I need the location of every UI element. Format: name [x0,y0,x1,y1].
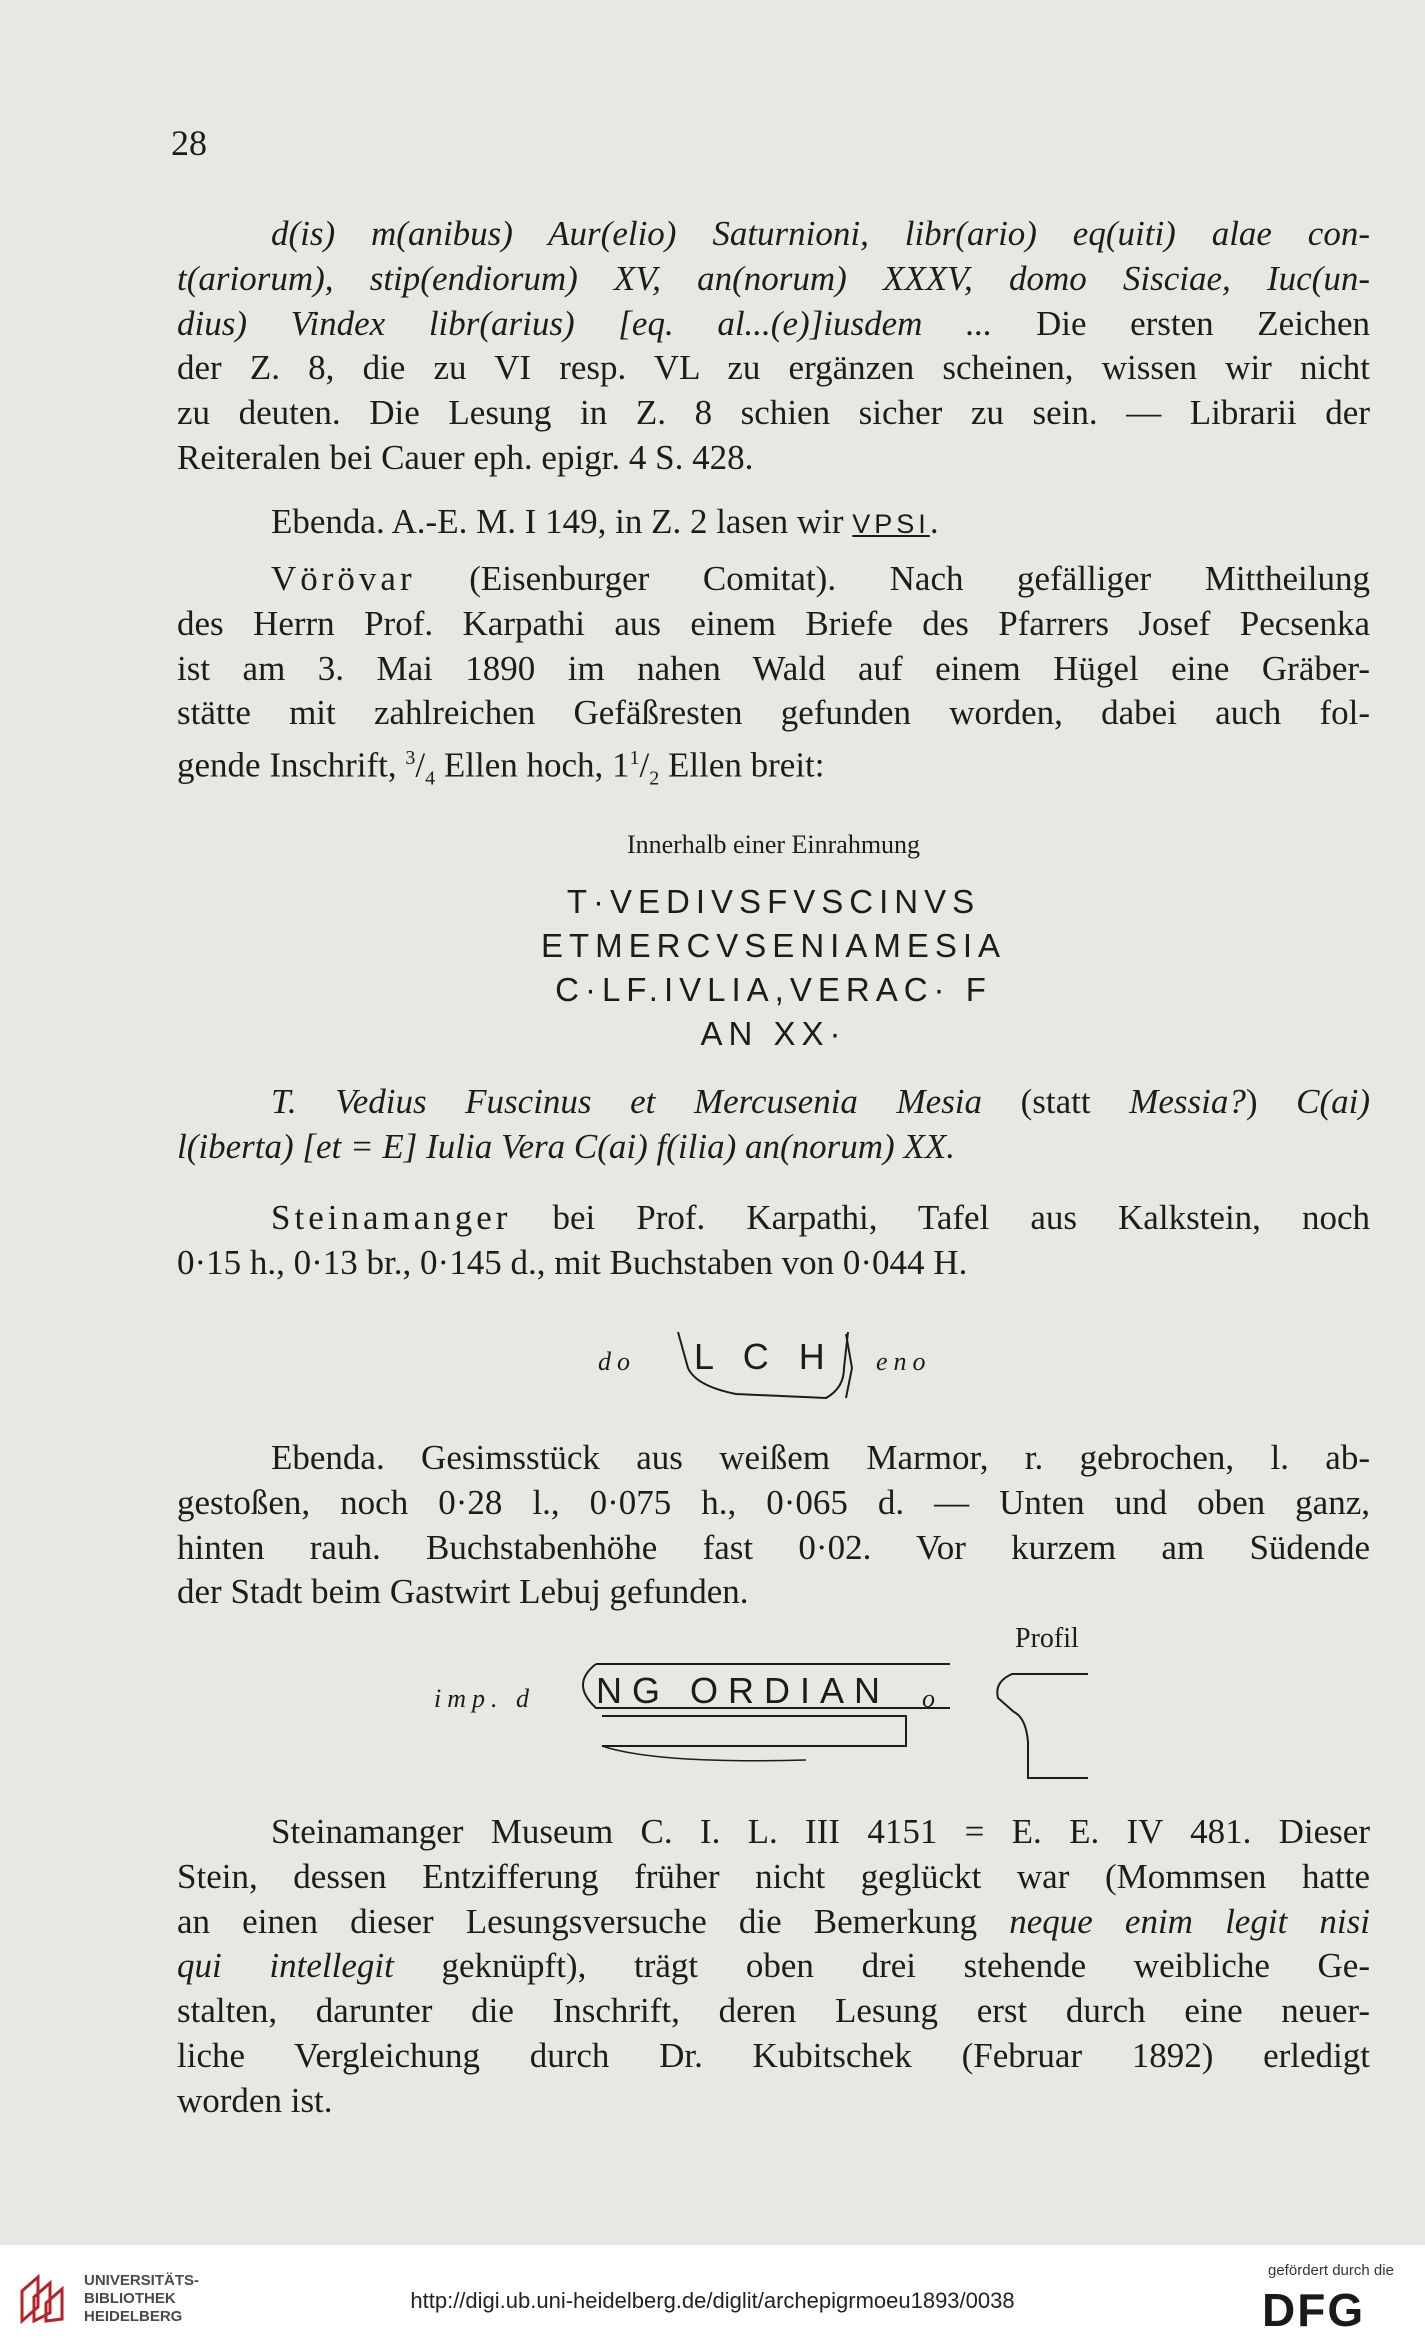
text-span: (statt [982,1082,1130,1121]
text-line: t(ariorum), stip(endiorum) XV, an(norum) XXXV, domo Sisciae, Iuc(un- [177,258,1370,298]
text-line: stalten, darunter die Inschrift, deren Lesung erst durch eine neuer- [177,1991,1370,2031]
text-line [177,302,1370,347]
text-line: worden ist. [177,2080,333,2120]
text-line: Reiteralen bei Cauer eph. epigr. 4 S. 428. [177,437,754,477]
permalink-url[interactable]: http://digi.ub.uni-heidelberg.de/diglit/archepigrmoeu1893/0038 [410,2288,1015,2313]
inscription-line: T·VEDIVSFVSCINVS [566,883,981,920]
text-line: gestoßen, noch 0·28 l., 0·075 h., 0·065 d. — Unten und oben ganz, [177,1482,1370,1522]
fragment-left-text: imp. d [434,1684,535,1713]
fraction-numerator: 1 [629,747,640,770]
text-span: Die ersten Zeichen [992,303,1371,343]
text-span: geknüpft), trägt oben drei stehende weibliche Ge- [393,1946,1370,1986]
paragraph-vorovar [177,557,1370,802]
text-line [177,1944,1370,1989]
paragraph-gesimsstueck [177,1436,1370,1615]
library-name-line: UNIVERSITÄTS- [84,2272,200,2289]
fraction-denominator: 4 [425,767,436,790]
text-line: zu deuten. Die Lesung in Z. 8 schien sicher zu sein. — Librarii der [177,393,1370,433]
paragraph-inscription-reading [177,212,1370,481]
italic-span: dius) Vindex libr(arius) [eq. al...(e)]iusdem ... [177,303,993,343]
text-line: Steinamanger Museum C. I. L. III 4151 = E. E. IV 481. Dieser [271,1812,1370,1851]
fragment-left-text: do [598,1347,636,1376]
fragment-right-text: o [922,1684,941,1713]
text-line: Ebenda. Gesimsstück aus weißem Marmor, r. gebrochen, l. ab- [271,1438,1370,1477]
inscription-block [177,880,1370,1056]
text-span: Ebenda. A.-E. M. I 149, in Z. 2 lasen wir [271,502,844,541]
text-line: 0·15 h., 0·13 br., 0·145 d., mit Buchstaben von 0·044 H. [177,1242,968,1282]
inline-inscription: VPSI [852,509,930,539]
text-span: Ellen breit: [659,745,825,785]
paragraph-ebenda [177,500,1370,547]
funding-label: gefördert durch die [1268,2262,1394,2279]
text-line: hinten rauh. Buchstabenhöhe fast 0·02. Vor kurzem am Südende [177,1527,1370,1567]
fraction-numerator: 3 [405,747,416,770]
text-line [177,1196,1370,1241]
text-span: an einen dieser Lesungsversuche die Bemerkung [177,1901,1010,1941]
text-line: Stein, dessen Entzifferung früher nicht geglückt war (Mommsen hatte [177,1856,1370,1896]
italic-span: neque enim legit nisi [1009,1901,1370,1941]
text-line [177,557,1370,602]
text-line [177,500,1370,547]
text-line: der Stadt beim Gastwirt Lebuj gefunden. [177,1572,749,1612]
text-span: . [929,502,939,541]
profile-drawing [992,1672,1092,1792]
place-name: Vörövar [271,559,416,598]
text-line: gende Inschrift, $^3/_4$ Ellen hoch, $1^1/_2$ Ellen breit: [177,745,825,790]
italic-span: T. Vedius Fuscinus et Mercusenia Mesia [271,1082,983,1121]
inscription-line: C·LF.IVLIA,VERAC· F [555,971,992,1008]
text-line: stätte mit zahlreichen Gefäßresten gefunden worden, dabei auch fol- [177,693,1370,733]
paragraph-museum [177,1810,1370,2124]
dfg-logo: DFG [1262,2284,1366,2336]
text-line [177,1900,1370,1945]
text-line: der Z. 8, die zu VI resp. VL zu ergänzen scheinen, wissen wir nicht [177,348,1370,388]
profile-label: Profil [1015,1623,1079,1654]
text-line: ist am 3. Mai 1890 im nahen Wald auf einem Hügel eine Gräber- [177,648,1370,688]
cornice-letters: NG ORDIAN [596,1670,891,1711]
fragment-right-text: eno [876,1347,932,1376]
paragraph-inscription-translation [177,1080,1370,1170]
text-span: ) [1245,1082,1297,1121]
text-line: des Herrn Prof. Karpathi aus einem Briefe des Pfarrers Josef Pecsenka [177,603,1370,643]
place-name: Steinamanger [271,1198,512,1237]
text-line: l(iberta) [et = E] Iulia Vera C(ai) f(ilia) an(norum) XX. [177,1126,955,1166]
inscription-line: AN XX· [700,1015,847,1052]
italic-span: Messia? [1129,1082,1246,1121]
text-line [177,1080,1370,1125]
library-name-line: BIBLIOTHEK [84,2290,176,2307]
library-name-line: HEIDELBERG [84,2308,183,2325]
text-line: d(is) m(anibus) Aur(elio) Saturnioni, libr(ario) eq(uiti) alae con- [271,214,1370,253]
inscription-caption: Innerhalb einer Einrahmung [626,830,921,859]
fraction-denominator: 2 [649,767,660,790]
text-line: liche Vergleichung durch Dr. Kubitschek (Februar 1892) erledigt [177,2035,1370,2075]
text-span: bei Prof. Karpathi, Tafel aus Kalkstein, noch [511,1198,1370,1237]
paragraph-steinamanger [177,1196,1370,1286]
fragment-letters: L C H [694,1336,835,1377]
text-span: Ellen hoch, 1 [435,745,630,785]
page-number: 28 [171,123,207,163]
text-span: gende Inschrift, [177,745,406,785]
inscription-line: ETMERCVSENIAMESIA [540,927,1007,964]
italic-span: C(ai) [1296,1082,1371,1121]
italic-span: qui intellegit [177,1946,394,1986]
text-span: (Eisenburger Comitat). Nach gefälliger Mittheilung [415,559,1370,598]
